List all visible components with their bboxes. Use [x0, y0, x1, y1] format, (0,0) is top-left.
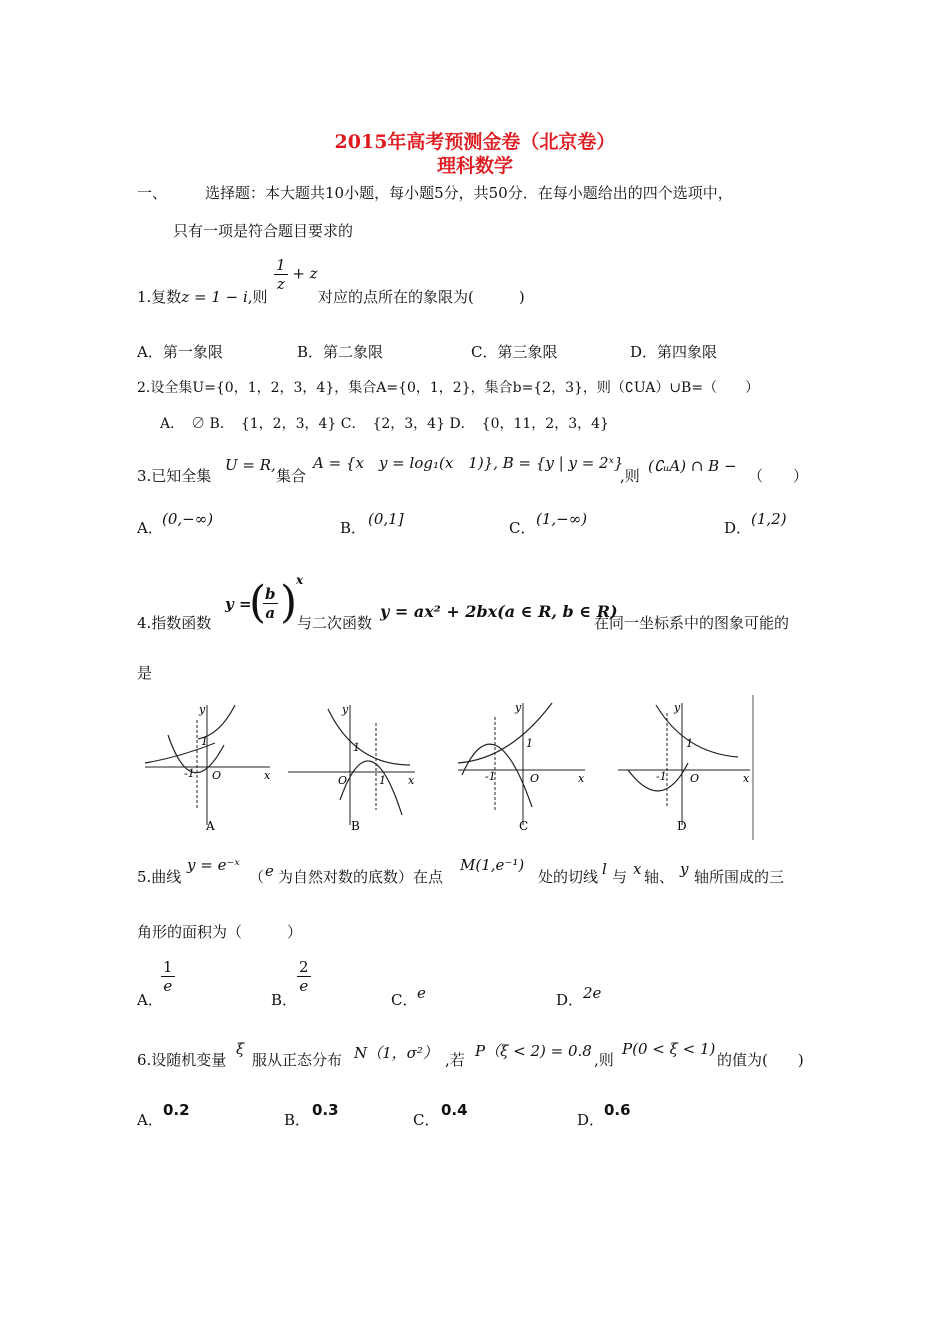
- graph-b-neg-one: 1: [379, 774, 386, 787]
- graph-b-parabola: [340, 761, 402, 815]
- q3-formula-u: U = R,: [225, 456, 276, 474]
- q1-formula-z: z = 1 − i: [181, 288, 248, 306]
- q5-option-a-num: 1: [163, 958, 173, 976]
- q3-suffix: （ ）: [748, 467, 809, 485]
- q4-exp-paren-left: (: [249, 577, 267, 628]
- graph-a[interactable]: [145, 703, 271, 833]
- q4-exp-power: x: [296, 573, 304, 587]
- q3-option-b-letter[interactable]: B．: [340, 519, 367, 537]
- graph-d[interactable]: [618, 701, 750, 833]
- graph-b-origin: O: [338, 774, 348, 787]
- q3-option-a-value[interactable]: (0,−∞): [162, 510, 214, 528]
- graph-a-letter: A: [206, 819, 215, 833]
- q5-prefix: 5.曲线: [137, 868, 182, 886]
- graph-d-x-label: x: [743, 772, 750, 785]
- q1-option-d[interactable]: D．第四象限: [630, 343, 718, 361]
- graph-b[interactable]: [288, 703, 415, 833]
- q1-option-b[interactable]: B．第二象限: [297, 343, 384, 361]
- q1-fraction-denominator: z: [276, 275, 285, 293]
- q6-option-c-value[interactable]: 0.4: [441, 1101, 468, 1119]
- q5-formula-l: l: [602, 860, 607, 878]
- q5-line2: 角形的面积为（ ）: [137, 923, 303, 941]
- page-subtitle: 理科数学: [436, 155, 513, 177]
- graph-c[interactable]: [458, 701, 585, 833]
- q6-option-c-letter[interactable]: C．: [413, 1111, 440, 1129]
- q5-paren-open: （: [249, 868, 265, 886]
- q6-formula-p: P（ξ < 2) = 0.8: [475, 1042, 592, 1060]
- q5-option-a-letter[interactable]: A．: [137, 991, 163, 1009]
- graph-d-origin: O: [690, 772, 700, 785]
- graph-d-y-label: y: [674, 701, 681, 714]
- q5-option-c-value[interactable]: e: [417, 984, 426, 1002]
- q6-option-b-letter[interactable]: B．: [284, 1111, 311, 1129]
- graph-d-letter: D: [677, 819, 687, 833]
- q3-option-c-letter[interactable]: C．: [509, 519, 536, 537]
- question-1: [137, 286, 268, 307]
- q5-formula-point: M(1,e⁻¹): [460, 856, 525, 874]
- q4-graphs: [140, 695, 760, 840]
- q3-option-d-value[interactable]: (1,2): [751, 510, 787, 528]
- q4-exp-fraction: [263, 585, 278, 622]
- graph-c-x-label: x: [578, 772, 585, 785]
- q2-options[interactable]: A． ∅ B． {1，2，3，4} C． {2，3，4} D． {0，11，2，3，4}: [160, 416, 609, 432]
- q5-formula-x: x: [633, 860, 642, 878]
- q1-mid: ,则: [247, 288, 268, 306]
- q5-option-d-value[interactable]: 2e: [583, 984, 602, 1002]
- graph-b-exp-curve: [328, 709, 410, 765]
- graph-b-x-label: x: [408, 774, 415, 787]
- q3-option-b-value[interactable]: (0,1]: [368, 510, 404, 528]
- graph-a-x-label: x: [264, 769, 271, 782]
- q5-suffix: 轴所围成的三: [694, 868, 785, 886]
- q5-option-b-num: 2: [299, 958, 309, 976]
- question-2: 2.设全集U={0，1，2，3，4}，集合A={0，1，2}，集合b={2，3}，则（∁UA）∪B=（ ）: [137, 380, 760, 396]
- q6-formula-xi: ξ: [236, 1040, 245, 1058]
- q3-prefix: 3.已知全集: [137, 467, 212, 485]
- q1-prefix: 1.复数: [137, 288, 182, 306]
- section-instruction-line1: 选择题：本大题共10小题，每小题5分，共50分．在每小题给出的四个选项中，: [205, 184, 733, 202]
- q5-option-a-fraction[interactable]: [161, 958, 175, 995]
- q6-option-d-letter[interactable]: D．: [577, 1111, 605, 1129]
- page-title: 2015年高考预测金卷（北京卷）: [334, 131, 616, 153]
- graph-a-y-label: y: [199, 703, 206, 716]
- graph-a-origin: O: [212, 769, 222, 782]
- q5-formula-y: y: [680, 860, 689, 878]
- q1-suffix: 对应的点所在的象限为( ): [318, 288, 525, 306]
- section-number: 一、: [137, 184, 168, 202]
- q4-exp-num: b: [265, 585, 276, 603]
- q6-option-a-letter[interactable]: A．: [137, 1111, 163, 1129]
- q5-option-b-letter[interactable]: B．: [271, 991, 298, 1009]
- q6-mid: 服从正态分布: [252, 1051, 343, 1069]
- graph-c-exp-curve: [458, 703, 552, 763]
- q5-mid2: 与: [612, 868, 628, 886]
- question-3: [137, 465, 211, 486]
- q3-option-d-letter[interactable]: D．: [724, 519, 752, 537]
- q5-option-b-fraction[interactable]: [297, 958, 311, 995]
- graph-c-letter: C: [519, 819, 529, 833]
- q5-note: 为自然对数的底数）在点: [278, 868, 444, 886]
- q4-line2: 是: [137, 664, 153, 682]
- q6-option-b-value[interactable]: 0.3: [312, 1101, 339, 1119]
- q5-formula-e: e: [265, 862, 274, 880]
- q3-option-c-value[interactable]: (1,−∞): [536, 510, 588, 528]
- q5-formula-curve: y = e⁻ˣ: [187, 856, 240, 874]
- graph-b-one: 1: [353, 741, 360, 754]
- q6-prefix: 6.设随机变量: [137, 1051, 227, 1069]
- q6-formula-question: P(0 < ξ < 1): [622, 1040, 716, 1058]
- q6-mid3: ,则: [594, 1051, 614, 1069]
- q1-option-a[interactable]: A．第一象限: [137, 343, 223, 361]
- q6-formula-n: N（1，σ²）: [354, 1044, 438, 1062]
- graph-a-neg-one: -1: [184, 767, 195, 780]
- q4-formula-quadratic: y = ax² + 2bx(a ∈ R, b ∈ R): [380, 602, 618, 621]
- section-instruction-line2: 只有一项是符合题目要求的: [173, 222, 354, 240]
- graph-c-one: 1: [526, 737, 533, 750]
- q6-option-d-value[interactable]: 0.6: [604, 1101, 631, 1119]
- q1-fraction-numerator: 1: [276, 256, 286, 274]
- graph-d-neg-one: -1: [656, 770, 667, 783]
- q3-mid: 集合: [276, 467, 307, 485]
- q6-suffix: 的值为( ): [717, 1051, 804, 1069]
- graph-c-parabola: [462, 744, 532, 807]
- q3-formula-set: A = {x y = log₁(x 1)}, B = {y | y = 2ˣ}: [313, 454, 624, 472]
- graph-b-letter: B: [351, 819, 360, 833]
- q5-option-d-letter[interactable]: D．: [556, 991, 584, 1009]
- q6-option-a-value[interactable]: 0.2: [163, 1101, 190, 1119]
- q5-mid: 处的切线: [538, 868, 599, 886]
- graph-d-exp-curve: [656, 705, 738, 757]
- q3-mid2: ,则: [620, 467, 640, 485]
- q5-option-c-letter[interactable]: C．: [391, 991, 418, 1009]
- q4-suffix: 在同一坐标系中的图象可能的: [594, 614, 790, 632]
- q3-option-a-letter[interactable]: A．: [137, 519, 163, 537]
- q5-mid3: 轴、: [644, 868, 675, 886]
- q5-option-a-den: e: [163, 977, 173, 995]
- graph-c-neg-one: -1: [485, 770, 496, 783]
- q1-fraction-expression: [274, 256, 318, 293]
- q4-prefix: 4.指数函数: [137, 614, 212, 632]
- q1-fraction-tail: + z: [292, 264, 318, 283]
- q4-exp-lhs: y =: [225, 595, 252, 613]
- graph-b-y-label: y: [342, 703, 349, 716]
- q6-mid2: ,若: [445, 1051, 465, 1069]
- q4-mid: 与二次函数: [297, 614, 373, 632]
- graph-c-y-label: y: [515, 701, 522, 714]
- graph-a-one: 1: [201, 735, 208, 748]
- graph-d-one: 1: [686, 737, 693, 750]
- q1-fraction: [274, 256, 288, 293]
- q3-formula-question: (∁ᵤA) ∩ B −: [648, 457, 737, 475]
- q4-exp-den: a: [265, 604, 276, 622]
- q4-exp-paren-right: ): [280, 577, 298, 628]
- graph-c-origin: O: [530, 772, 540, 785]
- q5-option-b-den: e: [299, 977, 309, 995]
- q1-option-c[interactable]: C．第三象限: [471, 343, 558, 361]
